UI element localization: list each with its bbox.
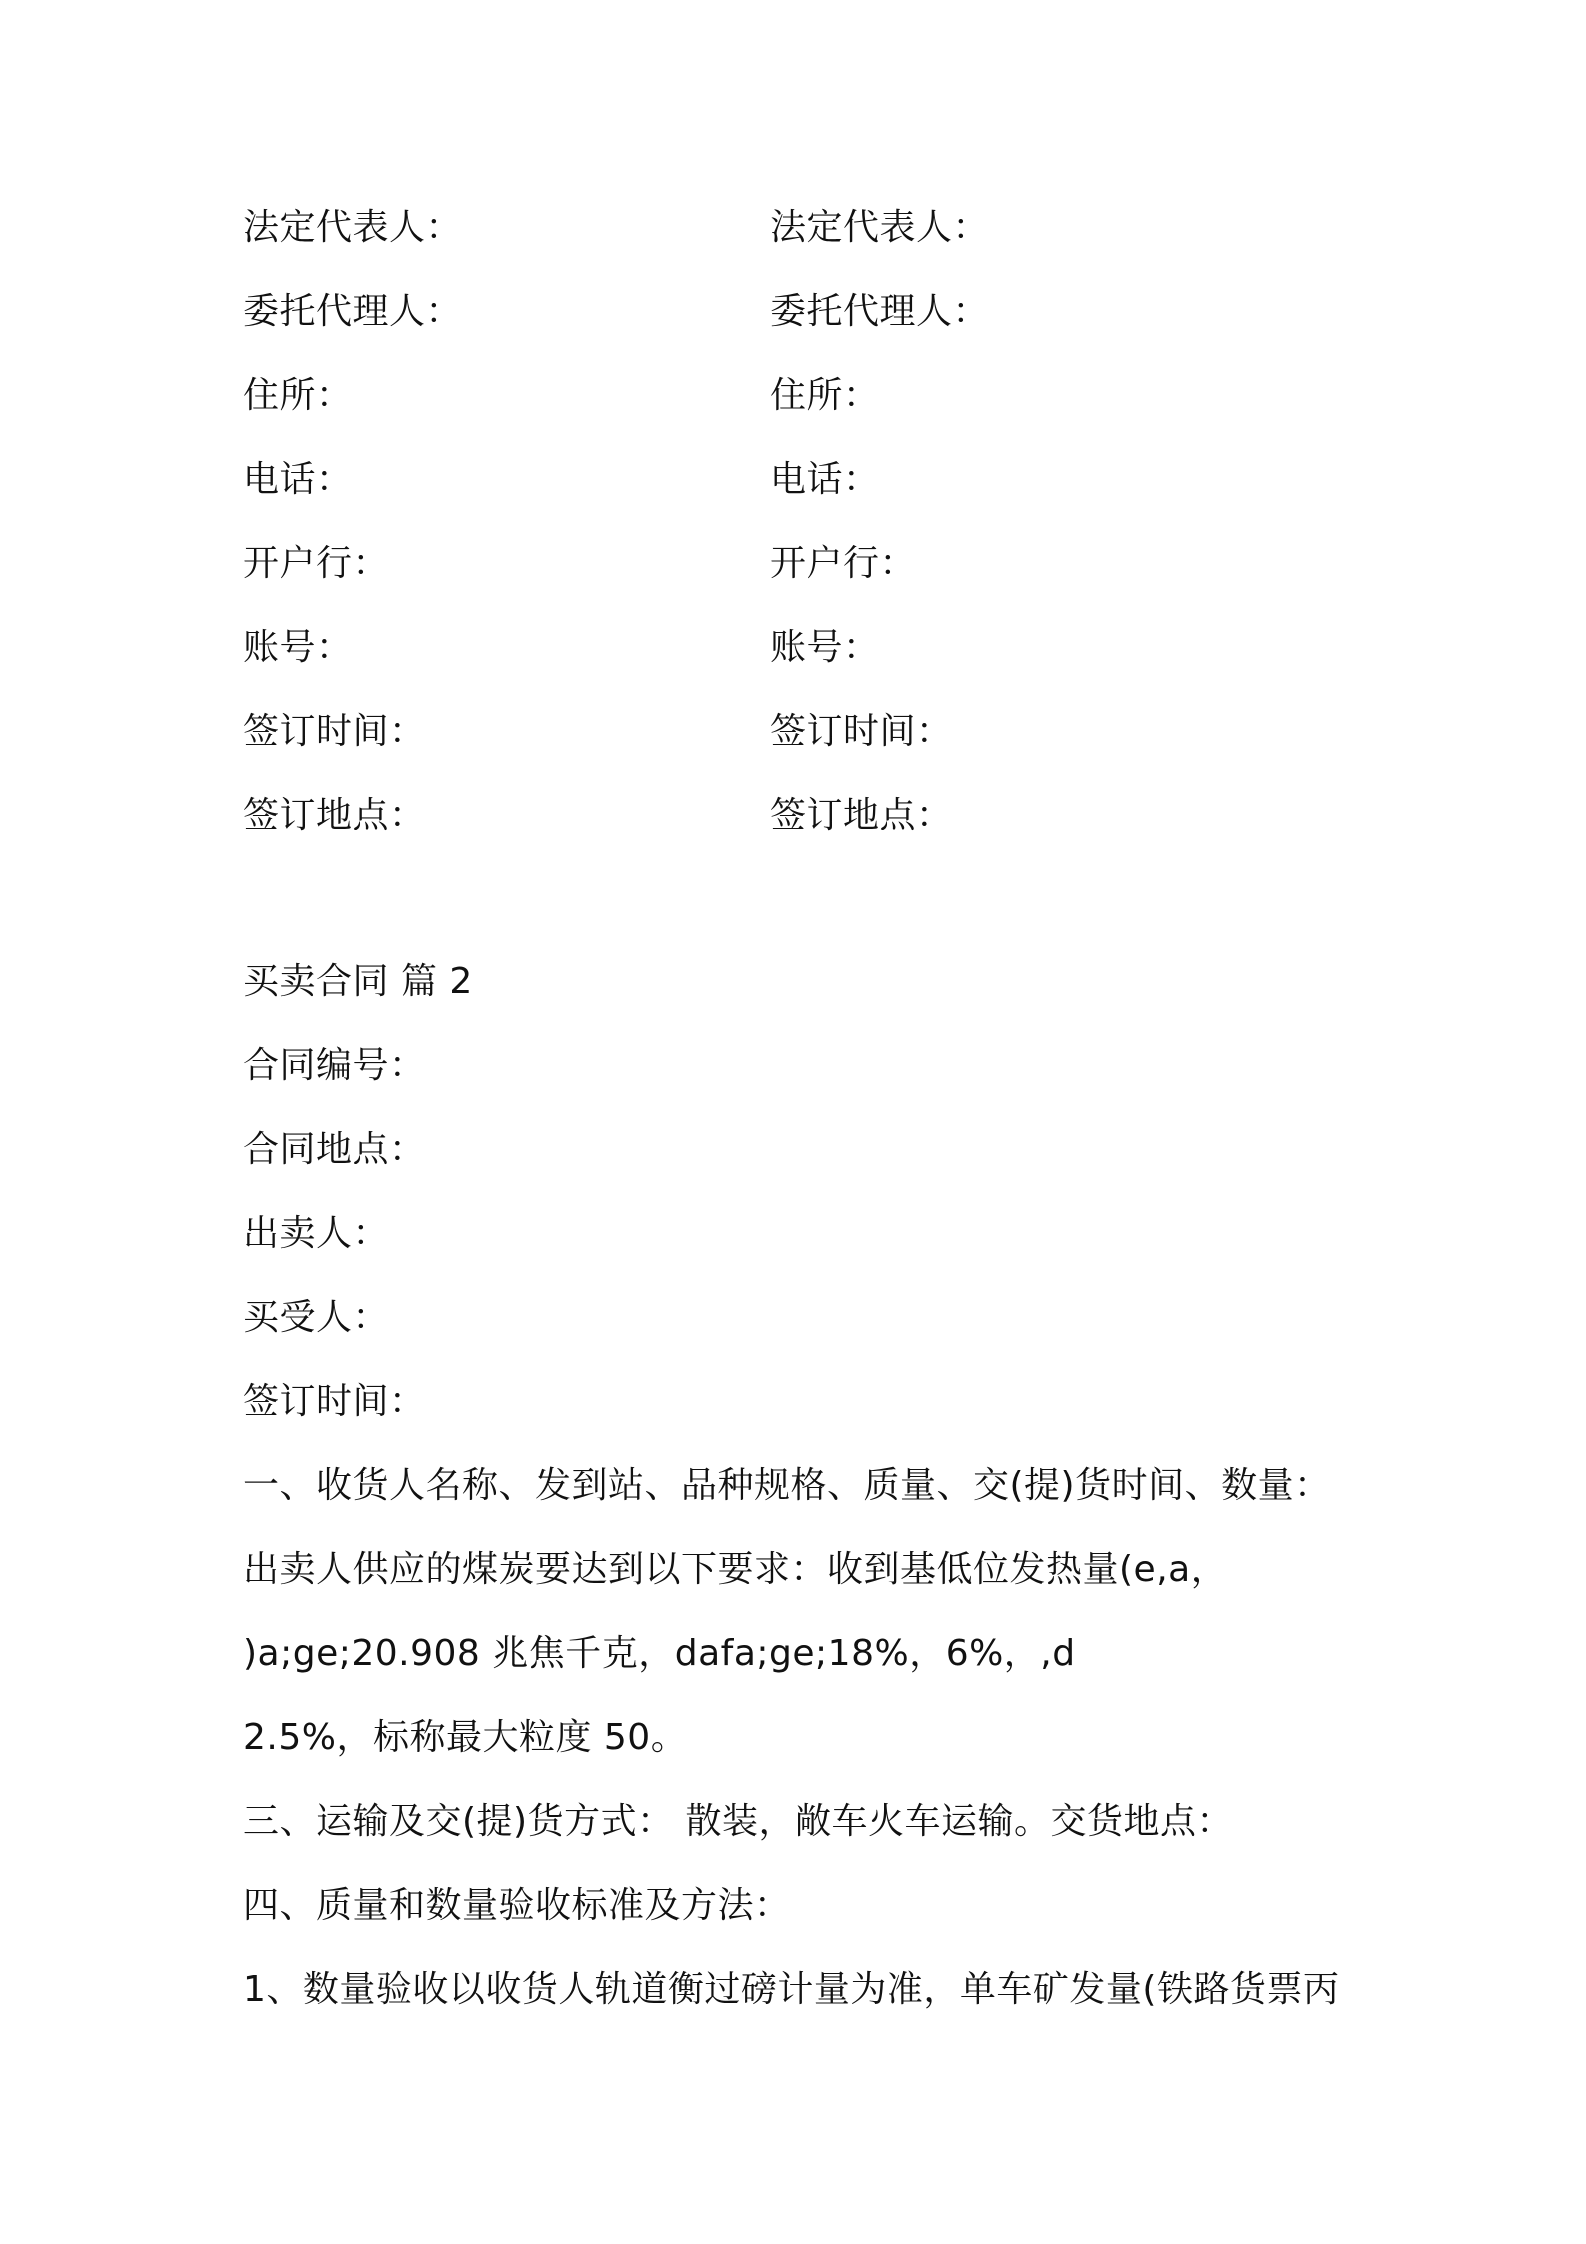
contract-place-field: 合同地点：: [243, 1129, 426, 1170]
clause-1-heading: 一、收货人名称、发到站、品种规格、质量、交(提)货时间、数量：: [243, 1465, 1331, 1506]
contract-number-field: 合同编号：: [243, 1045, 426, 1086]
right-sign-time: 签订时间：: [770, 711, 953, 752]
left-sign-place: 签订地点：: [243, 795, 426, 836]
left-account: 账号：: [243, 627, 353, 668]
left-authorized-agent: 委托代理人：: [243, 291, 463, 332]
right-authorized-agent: 委托代理人：: [770, 291, 990, 332]
right-phone: 电话：: [770, 459, 880, 500]
quality-requirement-line-3: 2.5%，标称最大粒度 50。: [243, 1717, 688, 1758]
right-bank: 开户行：: [770, 543, 917, 584]
left-bank: 开户行：: [243, 543, 390, 584]
left-address: 住所：: [243, 375, 353, 416]
seller-field: 出卖人：: [243, 1213, 390, 1254]
sign-time-field: 签订时间：: [243, 1381, 426, 1422]
right-account: 账号：: [770, 627, 880, 668]
quality-requirement-line-1: 出卖人供应的煤炭要达到以下要求：收到基低位发热量(e,a，: [243, 1549, 1228, 1590]
contract-2-title: 买卖合同 篇 2: [243, 961, 473, 1002]
buyer-field: 买受人：: [243, 1297, 390, 1338]
right-legal-representative: 法定代表人：: [770, 207, 990, 248]
left-sign-time: 签订时间：: [243, 711, 426, 752]
quality-requirement-line-2: )a;ge;20.908 兆焦千克，dafa;ge;18%，6%，,d: [243, 1633, 1076, 1674]
clause-3-transport: 三、运输及交(提)货方式： 散装，敞车火车运输。交货地点：: [243, 1801, 1234, 1842]
left-legal-representative: 法定代表人：: [243, 207, 463, 248]
right-address: 住所：: [770, 375, 880, 416]
clause-4-item-1: 1、数量验收以收货人轨道衡过磅计量为准，单车矿发量(铁路货票丙: [243, 1969, 1340, 2010]
left-phone: 电话：: [243, 459, 353, 500]
clause-4-heading: 四、质量和数量验收标准及方法：: [243, 1885, 791, 1926]
right-sign-place: 签订地点：: [770, 795, 953, 836]
